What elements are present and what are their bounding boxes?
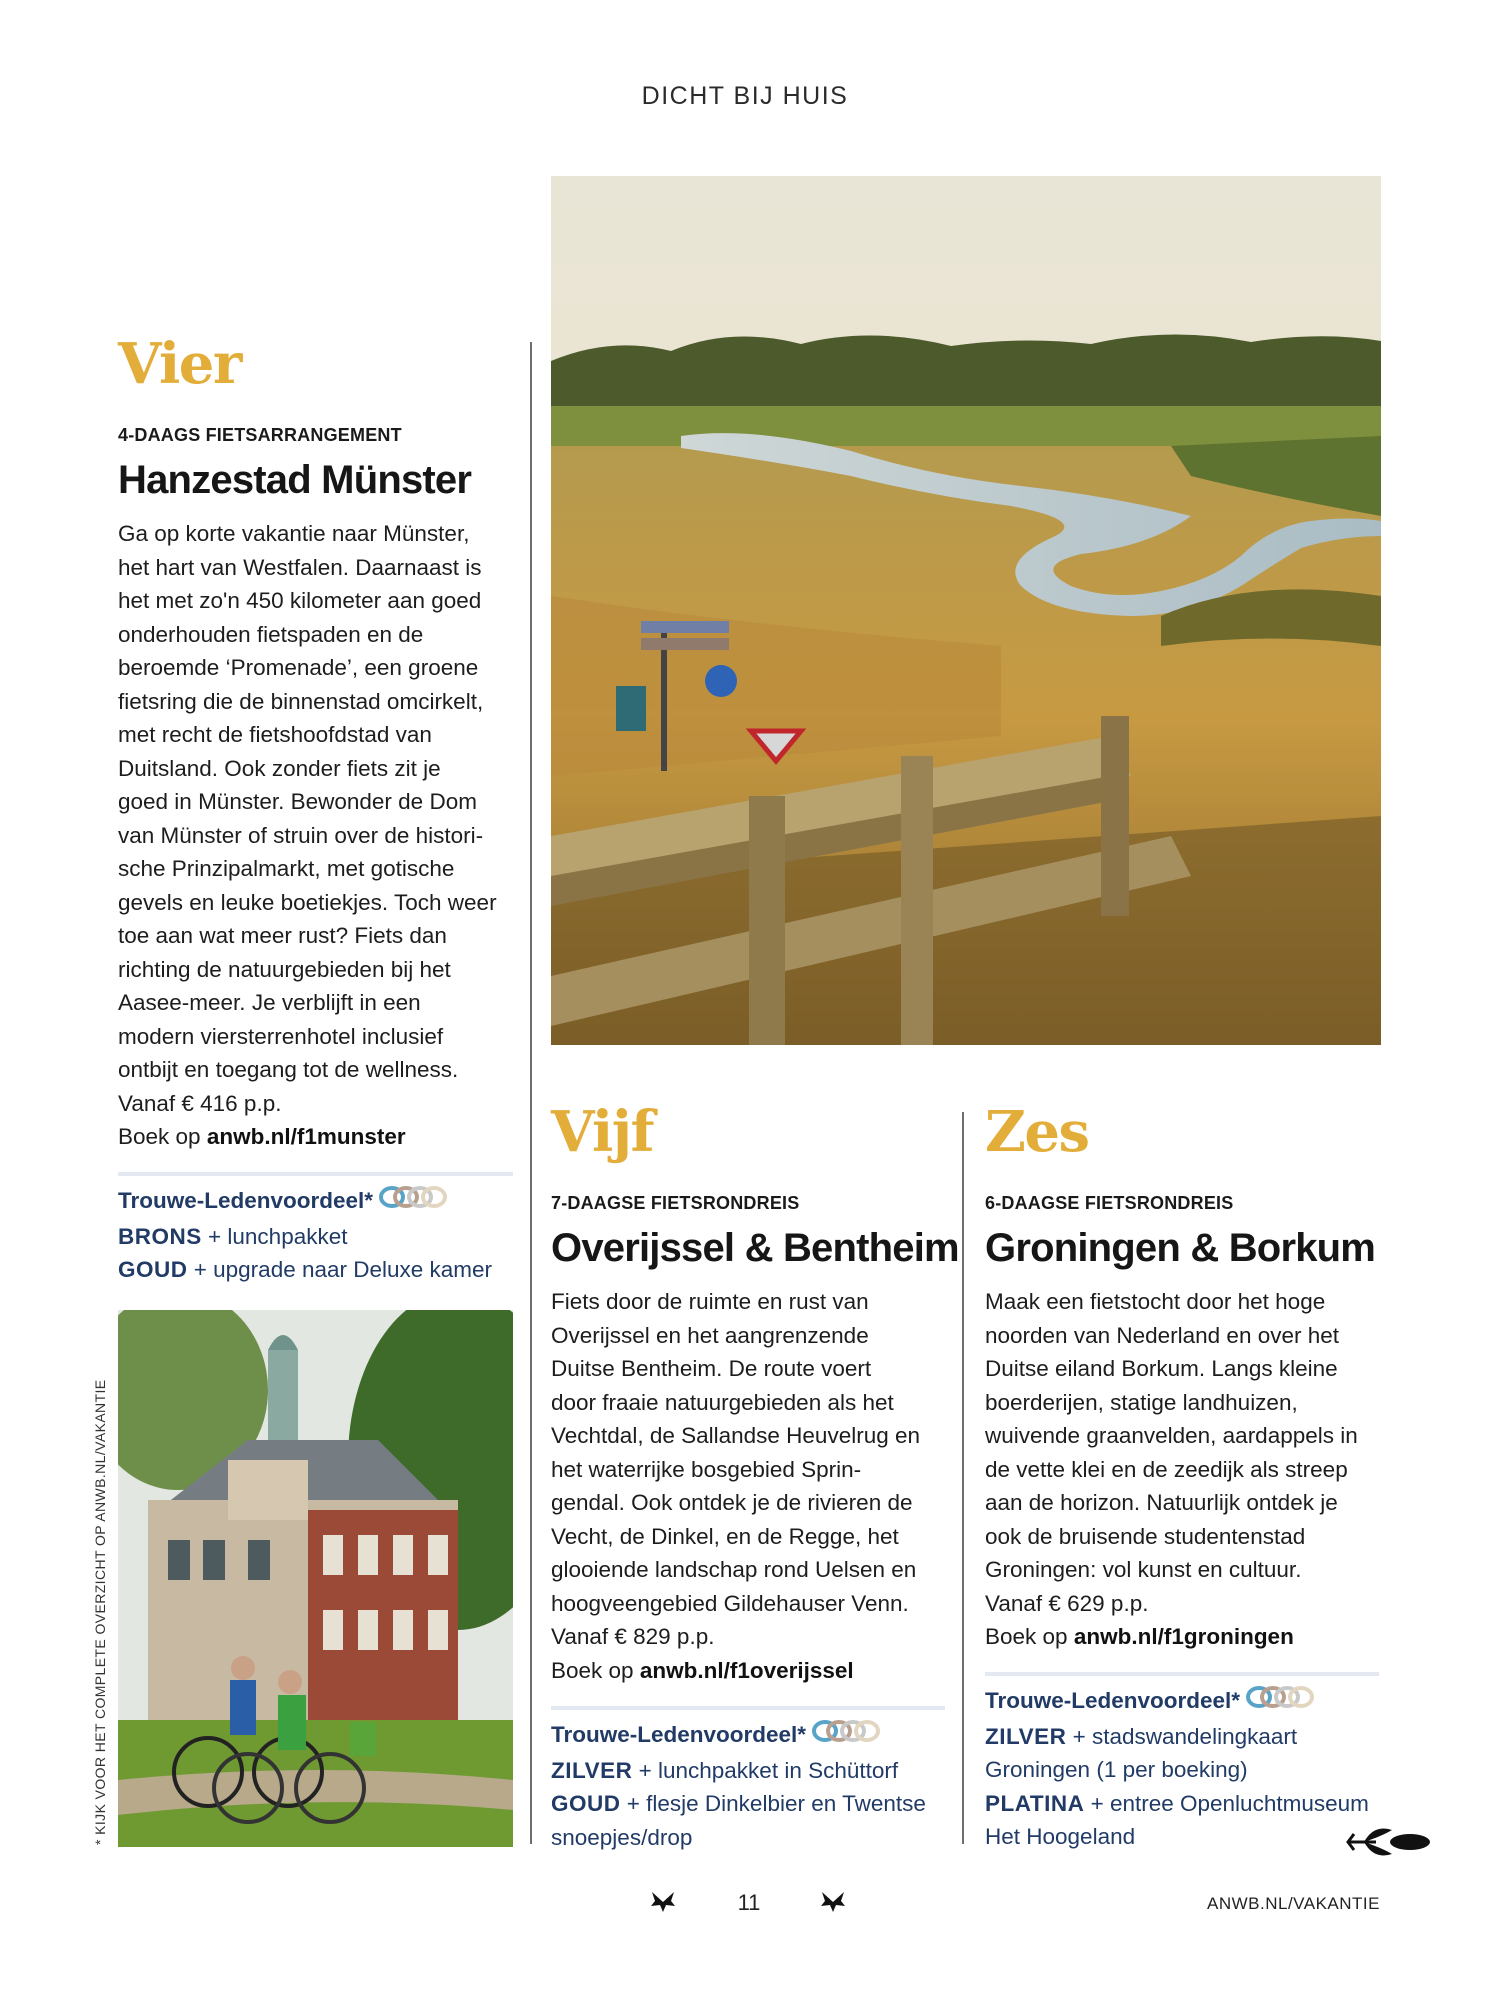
text-line: goed in Münster. Bewonder de Dom <box>118 789 477 814</box>
perk-header <box>118 1184 538 1220</box>
number-vijf: Vijf <box>551 1099 654 1165</box>
text-line: Overijssel en het aangrenzende <box>551 1322 869 1348</box>
title-col3: Groningen & Borkum <box>985 1226 1376 1270</box>
text-line: het waterrijke bosgebied Sprin- <box>551 1456 862 1482</box>
text-line: het hart van Westfalen. Daarnaast is <box>118 554 482 580</box>
munster-photo <box>118 1310 513 1847</box>
text-line: gevels en leuke boetiekjes. Toch weer <box>118 889 497 915</box>
perk-line: Groningen (1 per boeking) <box>985 1757 1248 1783</box>
book-link-col1[interactable]: anwb.nl/f1munster <box>206 1124 406 1149</box>
text-line: glooiende landschap rond Uelsen en <box>551 1557 917 1582</box>
text-line: de vette klei en de zeedijk als streep <box>985 1456 1348 1482</box>
text-line: boerderijen, statige landhuizen, <box>985 1389 1298 1415</box>
text-line: noorden van Nederland en over het <box>985 1322 1340 1348</box>
text-line: sche Prinzipalmarkt, met gotische <box>118 856 455 881</box>
perk-line <box>985 1787 1385 1821</box>
page-number: 11 <box>737 1890 761 1915</box>
text-line: Ga op korte vakantie naar Münster, <box>118 521 470 546</box>
kicker-col3: 6-DAAGSE FIETSRONDREIS <box>985 1193 1234 1213</box>
perk-title: Trouwe-Ledenvoordeel* <box>118 1188 374 1213</box>
text-line: modern viersterrenhotel inclusief <box>118 1023 444 1049</box>
text-line: gendal. Ook ontdek je de rivieren de <box>551 1490 913 1515</box>
perk-line: snoepjes/drop <box>551 1824 693 1850</box>
perk-title: Trouwe-Ledenvoordeel* <box>985 1688 1241 1713</box>
loyalty-rings-icon <box>812 1718 886 1754</box>
perk-level: GOUD <box>551 1791 621 1817</box>
text-line: onderhouden fietspaden en de <box>118 621 424 647</box>
text-line: hoogveengebied Gildehauser Venn. <box>551 1590 909 1616</box>
loyalty-rings-icon <box>1246 1684 1320 1720</box>
book-prefix: Boek op <box>551 1657 640 1683</box>
leaf-ornament-icon <box>1346 1822 1432 1867</box>
text-line: Duitsland. Ook zonder fiets zit je <box>118 755 441 781</box>
text-line: Maak een fietstocht door het hoge <box>985 1289 1326 1314</box>
text-line: Duitse eiland Borkum. Langs kleine <box>985 1356 1338 1381</box>
price-col1: Vanaf € 416 p.p. <box>118 1090 282 1116</box>
perk-line <box>118 1253 538 1287</box>
text-line: door fraaie natuurgebieden als het <box>551 1389 894 1415</box>
perk-text: + lunchpakket in Schüttorf <box>632 1757 899 1783</box>
price-col3: Vanaf € 629 p.p. <box>985 1590 1149 1616</box>
section-label: DICHT BIJ HUIS <box>641 82 849 110</box>
text-line: wuivende graanvelden, aardappels in <box>985 1423 1358 1448</box>
book-line-col1 <box>118 1120 518 1154</box>
butterfly-icon <box>820 1890 846 1919</box>
text-line: aan de horizon. Natuurlijk ontdek je <box>985 1490 1338 1515</box>
book-line-col3 <box>985 1620 1385 1654</box>
footer-url[interactable]: ANWB.NL/VAKANTIE <box>1207 1894 1380 1913</box>
perks-col1 <box>118 1184 538 1287</box>
perk-text: + entree Openluchtmuseum <box>1084 1790 1369 1816</box>
text-line: ontbijt en toegang tot de wellness. <box>118 1057 459 1082</box>
perk-level: ZILVER <box>551 1757 633 1783</box>
column-divider <box>530 342 532 1844</box>
text-line: Duitse Bentheim. De route voert <box>551 1356 872 1381</box>
perk-divider-col2 <box>551 1706 945 1710</box>
text-line: met recht de fietshoofdstad van <box>118 722 432 747</box>
text-line: het met zo'n 450 kilometer aan goed <box>118 588 482 613</box>
text-line: Fiets door de ruimte en rust van <box>551 1289 869 1314</box>
perks-col3 <box>985 1684 1385 1854</box>
body-col2 <box>551 1285 951 1687</box>
butterfly-icon <box>650 1890 676 1919</box>
loyalty-rings-icon <box>379 1184 453 1220</box>
perk-divider-col1 <box>118 1172 513 1176</box>
kicker-col2: 7-DAAGSE FIETSRONDREIS <box>551 1193 800 1213</box>
perk-divider-col3 <box>985 1672 1379 1676</box>
text-line: richting de natuurgebieden bij het <box>118 956 451 982</box>
title-col2: Overijssel & Bentheim <box>551 1226 959 1270</box>
landscape-photo <box>551 176 1381 1045</box>
text-line: beroemde ‘Promenade’, een groene <box>118 655 479 680</box>
column-divider <box>962 1112 964 1844</box>
text-line: fietsring die de binnenstad omcirkelt, <box>118 688 484 714</box>
book-prefix: Boek op <box>985 1624 1074 1649</box>
perk-line <box>118 1220 538 1254</box>
perk-text: + stadswandelingkaart <box>1066 1723 1298 1749</box>
perk-level: GOUD <box>118 1257 188 1283</box>
kicker-col1: 4-DAAGS FIETSARRANGEMENT <box>118 425 402 445</box>
perk-line <box>551 1754 951 1788</box>
perk-text: + upgrade naar Deluxe kamer <box>187 1257 493 1283</box>
body-col1 <box>118 517 518 1154</box>
text-line: van Münster of struin over de histori- <box>118 822 484 848</box>
text-line: toe aan wat meer rust? Fiets dan <box>118 923 447 948</box>
text-line: ook de bruisende studentenstad <box>985 1523 1306 1549</box>
title-col1: Hanzestad Münster <box>118 458 472 502</box>
perks-col2 <box>551 1718 951 1854</box>
body-col3 <box>985 1285 1385 1654</box>
perk-line <box>985 1720 1385 1754</box>
price-col2: Vanaf € 829 p.p. <box>551 1624 715 1649</box>
perk-line <box>551 1787 951 1821</box>
perk-level: BRONS <box>118 1223 202 1249</box>
book-link-col3[interactable]: anwb.nl/f1groningen <box>1073 1624 1294 1649</box>
perk-title: Trouwe-Ledenvoordeel* <box>551 1722 807 1747</box>
text-line: Groningen: vol kunst en cultuur. <box>985 1557 1302 1582</box>
perk-text: + flesje Dinkelbier en Twentse <box>620 1791 926 1817</box>
number-zes: Zes <box>985 1099 1089 1165</box>
text-line: Vechtdal, de Sallandse Heuvelrug en <box>551 1423 921 1448</box>
text-line: Aasee-meer. Je verblijft in een <box>118 990 421 1015</box>
perk-level: ZILVER <box>985 1723 1067 1749</box>
perk-text: + lunchpakket <box>201 1223 348 1249</box>
book-line-col2 <box>551 1654 951 1688</box>
side-note: * KIJK VOOR HET COMPLETE OVERZICHT OP ANWB.NL/VAKANTIE <box>92 1379 108 1845</box>
perk-header <box>985 1684 1385 1720</box>
book-prefix: Boek op <box>118 1124 207 1149</box>
book-link-col2[interactable]: anwb.nl/f1overijssel <box>639 1657 854 1683</box>
text-line: Vecht, de Dinkel, en de Regge, het <box>551 1523 899 1549</box>
perk-line: Het Hoogeland <box>985 1824 1136 1850</box>
number-vier: Vier <box>118 331 241 397</box>
perk-header <box>551 1718 951 1754</box>
perk-level: PLATINA <box>985 1790 1085 1816</box>
